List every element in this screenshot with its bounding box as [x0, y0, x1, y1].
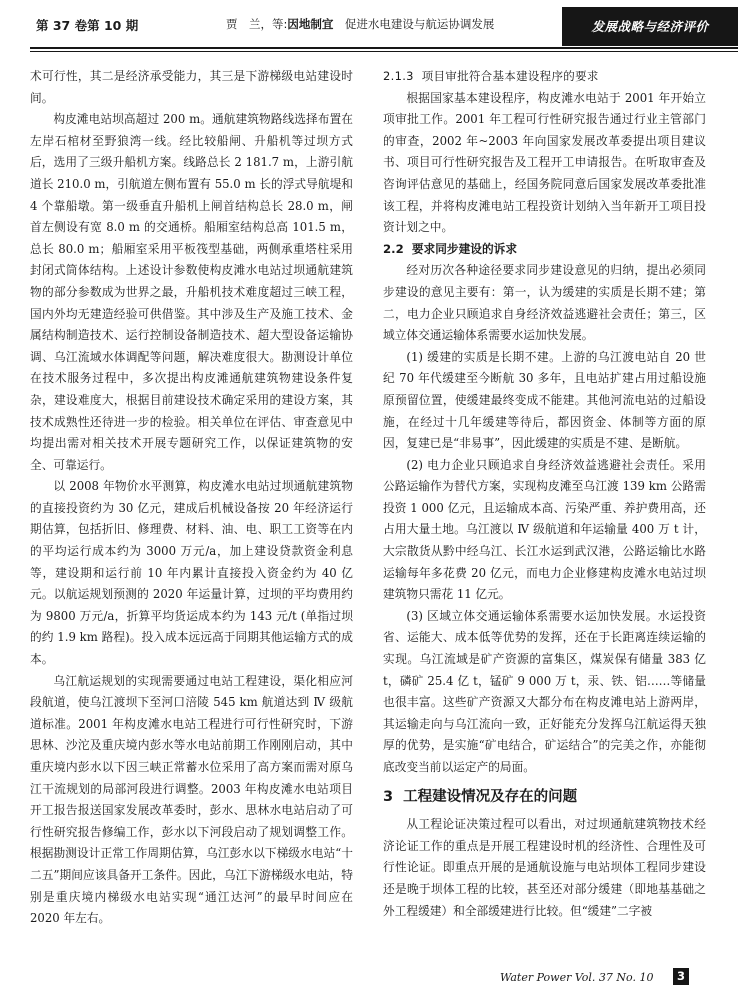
running-title [226, 16, 494, 32]
heading-3 [383, 787, 706, 809]
footer-journal: Water Power Vol. 37 No. 10 [500, 971, 654, 984]
heading-2-1-3-number: 2.1.3 [383, 69, 414, 83]
left-paragraph-3: 以 2008 年物价水平测算，构皮滩水电站过坝通航建筑物的直接投资约为 30 亿元，建成后机械设备按 20 年经济运行期估算，包括折旧、修理费、材料、油、电、职工工资等在内的平均运行成本约为 3000 万元/a，加上建设贷款资金利息等，建设期和运行前 10 年内累计直接投入资金约为 40 亿元。以航运规划预测的 2020 年运量计算，过坝的平均费用约为 9800 万元/a，折算平均货运成本约为 143 元/t (单指过坝的约 1.9 km 路程)。投入成本远远高于同期其他运输方式的成本。 [30, 479, 353, 667]
heading-2-2-title: 要求同步建设的诉求 [411, 241, 518, 256]
running-title-authors: 贾 兰，等: [226, 17, 288, 31]
left-paragraph-1: 术可行性，其二是经济承受能力，其三是下游梯级电站建设时间。 [30, 69, 353, 105]
page-number: 3 [673, 968, 689, 985]
heading-3-number: 3 [383, 788, 394, 805]
paragraph-2-2-intro: 经对历次各种途径要求同步建设意见的归纳，提出必须同步建设的意见主要有：第一，认为缓建的实质是长期不建；第二，电力企业只顾追求自身经济效益逃避社会责任；第三，区域立体交通运输体系需要水运加快发展。 [383, 263, 706, 343]
running-title-part2: 促进水电建设与航运协调发展 [333, 17, 495, 31]
left-column [30, 66, 353, 930]
paragraph-3: 从工程论证决策过程可以看出，对过坝通航建筑物技术经济论证工作的重点是开展工程建设时机的经济性、合理性及可行性论证。即重点开展的是通航设施与电站坝体工程同步建设还是晚于坝体工程的比较，甚至还对部分缓建（即地基基础之外工程缓建）和全部缓建进行比较。但“缓建”二字被 [383, 817, 706, 918]
heading-2-1-3-title: 项目审批符合基本建设程序的要求 [421, 69, 599, 83]
header-rule-thick [30, 47, 738, 49]
heading-2-1-3 [383, 66, 706, 88]
paragraph-2-2-item-2: (2) 电力企业只顾追求自身经济效益逃避社会责任。采用公路运输作为替代方案，实现构皮滩至乌江渡 139 km 公路需投资 1 000 亿元，且运输成本高、污染严重、养护费用高，还占用大量土地。乌江渡以 Ⅳ 级航道和年运输量 400 万 t 计，大宗散货从黔中经乌江、长江水运到武汉港，公路运输比水路运输每年多花费 20 亿元，而电力企业修建构皮滩水电站过坝建筑物只需花 11 亿元。 [383, 457, 706, 602]
paragraph-2-1-3: 根据国家基本建设程序，构皮滩水电站于 2001 年开始立项审批工作。2001 年工程可行性研究报告通过行业主管部门的审查，2002 年~2003 年向国家发展改革委提出项目建议书、项目可行性研究报告及工程开工申请报告。在听取审查及咨询评估意见的基础上，经国务院同意后国家发展改革委批准该工程，并将构皮滩电站工程投资计划纳入当年新开工项目投资计划之中。 [383, 90, 706, 235]
right-column [383, 66, 706, 922]
left-paragraph-4: 乌江航运规划的实现需要通过电站工程建设，渠化相应河段航道，使乌江渡坝下至河口涪陵 545 km 航道达到 Ⅳ 级航道标准。2001 年构皮滩水电站工程进行可行性研究时，下游思林、沙沱及重庆境内彭水等水电站前期工作刚刚启动，其中重庆境内彭水以下因三峡正常蓄水位采用了高方案而需对原乌江干流规划的局部河段进行调整。2003 年构皮滩水电站项目开工报告报送国家发展改革委时，彭水、思林水电站启动了可行性研究报告修编工作，彭水以下河段启动了规划调整工作。根据勘测设计正常工作周期估算，乌江彭水以下梯级水电站“十二五”期间应该具备开工条件。因此，乌江下游梯级水电站，特别是重庆境内梯级水电站实现“通江达河”的最早时间应在 2020 年左右。 [30, 673, 353, 926]
page-header [0, 0, 738, 48]
heading-3-title: 工程建设情况及存在的问题 [403, 788, 578, 805]
paragraph-2-2-item-3: (3) 区域立体交通运输体系需要水运加快发展。水运投资省、运能大、成本低等优势的发挥，还在于长距离连续运输的实现。乌江流域是矿产资源的富集区，煤炭保有储量 383 亿 t，磷矿 25.4 亿 t，锰矿 9 000 万 t，汞、铁、铝……等储量也很丰富。这些矿产资源又大都分布在构皮滩电站上游两岸，其运输走向与乌江流向一致，正好能充分发挥乌江航运得天独厚的优势，是实施“矿电结合，矿运结合”的完美之作，亦能彻底改变当前以运定产的局面。 [383, 608, 706, 774]
left-paragraph-2: 构皮滩电站坝高超过 200 m。通航建筑物路线选择布置在左岸石棺材至野狼湾一线。经比较船闸、升船机等过坝方式后，选用了三级升船机方案。线路总长 2 181.7 m，上游引航道长 210.0 m，引航道左侧布置有 55.0 m 长的浮式导航堤和 4 个靠船墩。第一级垂直升船机上闸首结构总长 28.0 m，闸首左侧设有宽 8.0 m 的交通桥。船厢室结构总高 101.5 m，总长 80.0 m；船厢室采用平板筏型基础，两侧承重塔柱采用封闭式筒体结构。上述设计参数使构皮滩水电站过坝通航建筑物的部分参数成为世界之最，升船机技术难度超过三峡工程，国内外均无建造经验可供借鉴。其中涉及生产及施工技术、金属结构制造技术、运行控制设备制造技术、超大型设备运输协调、乌江流域水体调配等问题，解决难度很大。勘测设计单位在技术服务过程中，多次提出构皮滩通航建筑物建设条件复杂，建设难度大，根据目前建设技术确定采用的建设方案，其技术成熟性还待进一步的检验。相关单位在评估、审查意见中均提出需对相关技术开展专题研究工作，以保证建筑物的安全、可靠运行。 [30, 112, 353, 472]
heading-2-2-number: 2.2 [383, 241, 404, 256]
page-footer [0, 968, 738, 998]
paragraph-2-2-item-1: (1) 缓建的实质是长期不建。上游的乌江渡电站自 20 世纪 70 年代缓建至今断航 30 多年，且电站扩建占用过船设施原预留位置，使缓建最终变成不能建。其他河流电站的过船设施，在经过十几年缓建等待后，都因资金、体制等方面的原因，复建已是“非易事”，因此缓建的实质是不建、是断航。 [383, 349, 706, 451]
volume-issue: 第 37 卷第 10 期 [36, 18, 139, 33]
section-badge: 发展战略与经济评价 [562, 7, 738, 46]
header-rule-thin [30, 51, 738, 52]
running-title-part1: 因地制宜 [287, 17, 334, 31]
heading-2-2 [383, 239, 706, 261]
